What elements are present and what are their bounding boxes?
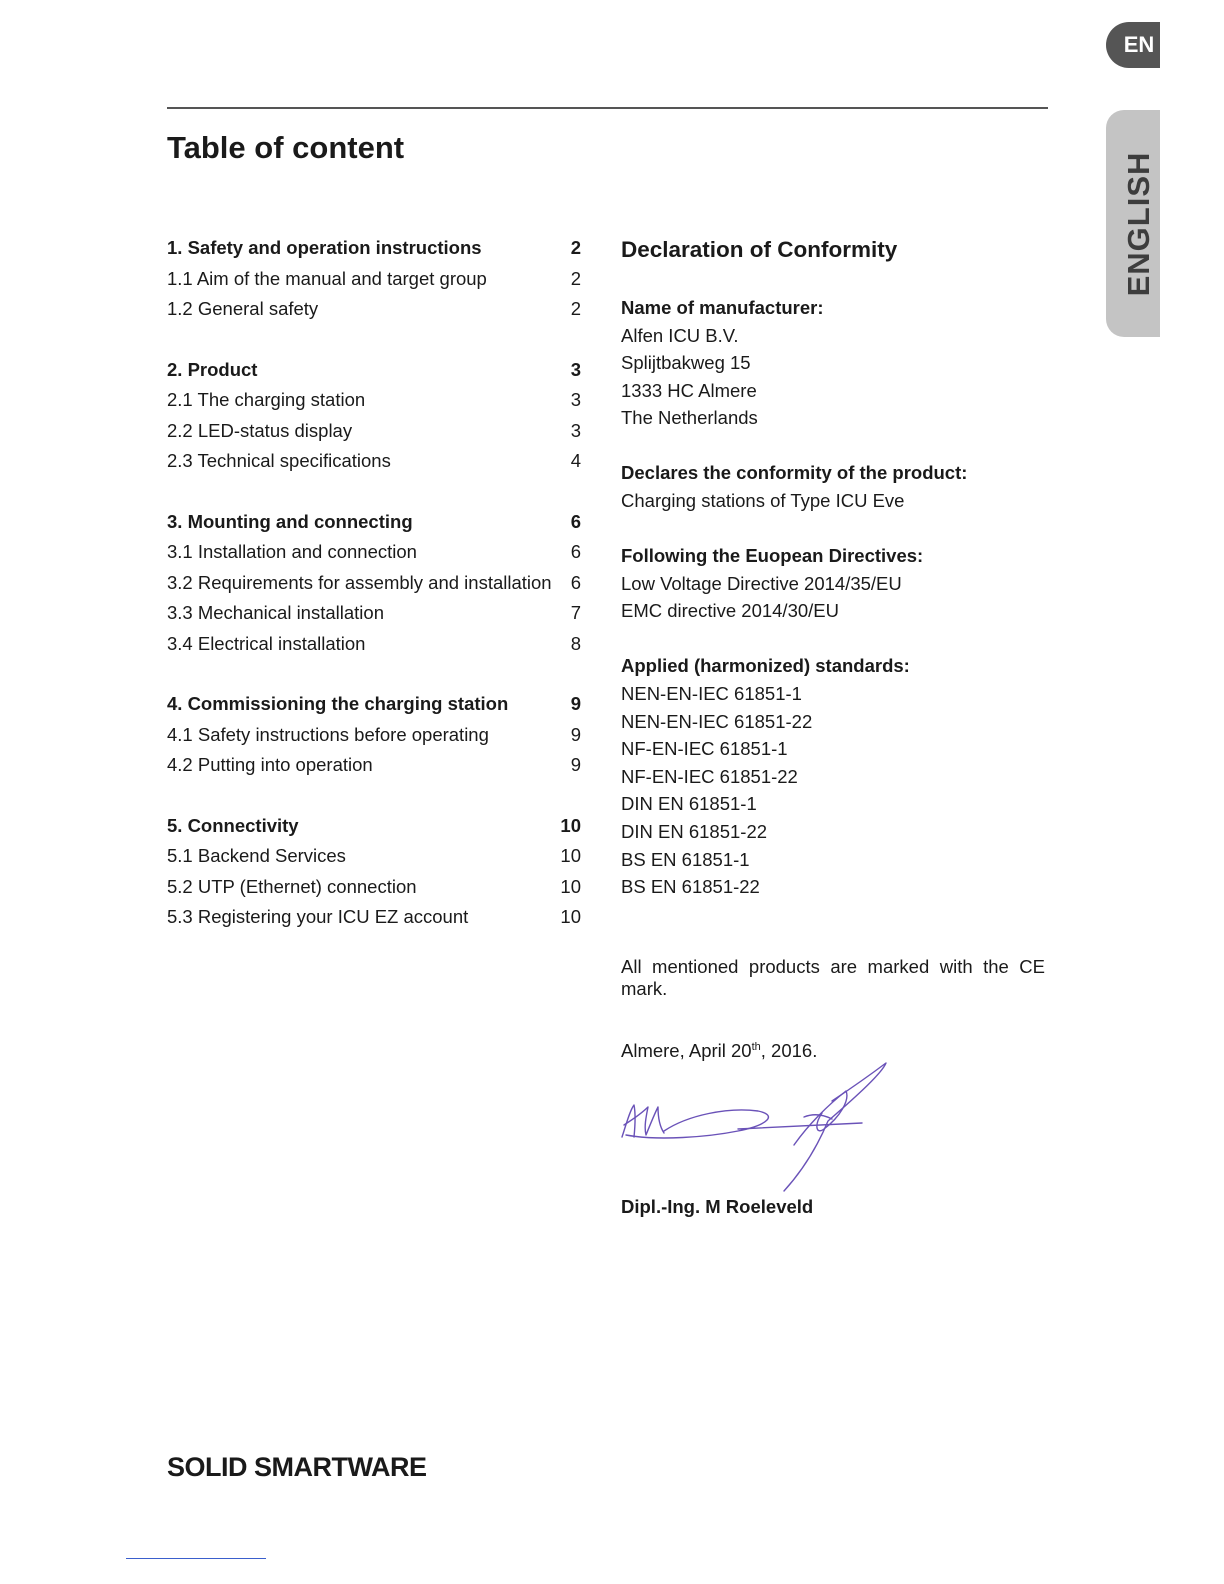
language-badge[interactable]: EN	[1106, 22, 1160, 68]
toc-entry-page: 6	[570, 541, 581, 562]
toc-entry-page: 10	[560, 845, 581, 866]
signer-name: Dipl.-Ing. M Roeleveld	[621, 1196, 814, 1217]
toc-entry-page: 7	[570, 602, 581, 623]
toc-entry-page: 8	[570, 632, 581, 654]
declaration-sections	[621, 294, 1045, 901]
toc-entry-page: 4	[570, 450, 581, 471]
language-side-tab[interactable]	[1106, 110, 1160, 337]
toc-entry-page: 3	[570, 419, 581, 441]
toc-section-heading[interactable]	[167, 355, 581, 386]
toc-entry-title: 1.2 General safety	[167, 298, 319, 319]
toc-entry[interactable]	[167, 841, 581, 872]
declaration-section-label: Declares the conformity of the product:	[621, 462, 968, 484]
toc-entry[interactable]	[167, 872, 581, 903]
toc-entry-page: 10	[560, 906, 581, 927]
declaration-line: NF-EN-IEC 61851-22	[621, 765, 798, 787]
declaration-section	[621, 542, 1045, 625]
toc-entry-title: 3.2 Requirements for assembly and installation	[167, 571, 552, 593]
brand-logo: SOLID SMARTWARE	[167, 1452, 427, 1482]
toc-group	[167, 507, 581, 660]
toc-entry-page: 9	[570, 754, 581, 775]
toc-entry-title: 4.2 Putting into operation	[167, 754, 373, 775]
toc-entry[interactable]	[167, 629, 581, 660]
toc-entry[interactable]	[167, 568, 581, 599]
toc-entry-page: 6	[570, 510, 581, 532]
toc-group	[167, 233, 581, 325]
toc-entry-title: 3.4 Electrical installation	[167, 632, 366, 654]
date-suffix: , 2016.	[760, 1039, 818, 1061]
toc-entry-page: 3	[570, 389, 581, 410]
toc-entry[interactable]	[167, 385, 581, 416]
table-of-contents	[167, 233, 581, 963]
declaration-line: BS EN 61851-1	[621, 848, 750, 870]
toc-entry-title: 1. Safety and operation instructions	[167, 237, 482, 258]
declaration-section	[621, 459, 1045, 514]
declaration-section	[621, 652, 1045, 900]
toc-entry[interactable]	[167, 720, 581, 751]
declaration-line: Charging stations of Type ICU Eve	[621, 490, 905, 512]
toc-entry-title: 3.1 Installation and connection	[167, 541, 417, 562]
signature	[618, 1055, 928, 1195]
toc-group	[167, 355, 581, 477]
toc-entry[interactable]	[167, 537, 581, 568]
date-superscript: th	[751, 1040, 761, 1053]
toc-entry-title: 4. Commissioning the charging station	[167, 693, 509, 714]
declaration-line: NF-EN-IEC 61851-1	[621, 738, 788, 760]
toc-entry-page: 10	[560, 875, 581, 897]
declaration-line: NEN-EN-IEC 61851-1	[621, 683, 802, 705]
toc-entry-title: 5.1 Backend Services	[167, 845, 346, 866]
declaration-section-label: Following the Euopean Directives:	[621, 545, 924, 567]
toc-entry[interactable]	[167, 902, 581, 933]
toc-entry-page: 3	[570, 358, 581, 380]
declaration-section-label: Applied (harmonized) standards:	[621, 655, 910, 677]
declaration-line: Splijtbakweg 15	[621, 352, 751, 374]
toc-entry-page: 10	[560, 814, 581, 836]
toc-entry-title: 2.3 Technical specifications	[167, 450, 391, 471]
declaration-line: DIN EN 61851-1	[621, 793, 757, 815]
toc-entry-page: 2	[570, 298, 581, 319]
toc-entry-title: 1.1 Aim of the manual and target group	[167, 267, 487, 289]
footer-link-underline	[126, 1558, 266, 1559]
declaration-title: Declaration of Conformity	[621, 237, 898, 262]
toc-entry[interactable]	[167, 264, 581, 295]
toc-entry-title: 2.1 The charging station	[167, 389, 366, 410]
toc-entry-page: 9	[570, 693, 581, 714]
declaration-line: BS EN 61851-22	[621, 876, 760, 898]
toc-section-heading[interactable]	[167, 507, 581, 538]
language-side-tab-label: ENGLISH	[1120, 151, 1156, 296]
toc-entry[interactable]	[167, 446, 581, 477]
declaration-line: 1333 HC Almere	[621, 379, 757, 401]
toc-entry-title: 3.3 Mechanical installation	[167, 602, 384, 623]
toc-entry-title: 3. Mounting and connecting	[167, 510, 413, 532]
ce-mark-note: All mentioned products are marked with the CE mark.	[621, 955, 1045, 1000]
declaration-line: Low Voltage Directive 2014/35/EU	[621, 572, 902, 594]
date-prefix: Almere, April 20	[621, 1039, 752, 1061]
toc-section-heading[interactable]	[167, 233, 581, 264]
toc-entry-page: 9	[570, 723, 581, 745]
declaration-section	[621, 294, 1045, 432]
toc-entry[interactable]	[167, 598, 581, 629]
toc-entry-title: 2.2 LED-status display	[167, 419, 353, 441]
toc-group	[167, 811, 581, 933]
toc-entry-title: 2. Product	[167, 358, 258, 380]
toc-entry-title: 4.1 Safety instructions before operating	[167, 723, 489, 745]
toc-group	[167, 689, 581, 781]
header-rule	[167, 107, 1048, 109]
declaration-line: EMC directive 2014/30/EU	[621, 600, 839, 622]
toc-entry[interactable]	[167, 750, 581, 781]
declaration-line: DIN EN 61851-22	[621, 821, 768, 842]
toc-section-heading[interactable]	[167, 689, 581, 720]
toc-entry-page: 2	[570, 237, 581, 258]
toc-entry-title: 5.3 Registering your ICU EZ account	[167, 906, 469, 927]
page-title: Table of content	[167, 130, 405, 165]
toc-entry[interactable]	[167, 416, 581, 447]
toc-entry-page: 6	[570, 571, 581, 593]
declaration-line: NEN-EN-IEC 61851-22	[621, 710, 813, 732]
toc-entry-page: 2	[570, 267, 581, 289]
declaration-line: The Netherlands	[621, 407, 758, 429]
toc-entry-title: 5. Connectivity	[167, 814, 299, 836]
declaration-of-conformity	[621, 234, 1045, 1065]
toc-section-heading[interactable]	[167, 811, 581, 842]
toc-entry-title: 5.2 UTP (Ethernet) connection	[167, 875, 417, 897]
declaration-section-label: Name of manufacturer:	[621, 297, 824, 318]
toc-entry[interactable]	[167, 294, 581, 325]
declaration-line: Alfen ICU B.V.	[621, 324, 739, 346]
